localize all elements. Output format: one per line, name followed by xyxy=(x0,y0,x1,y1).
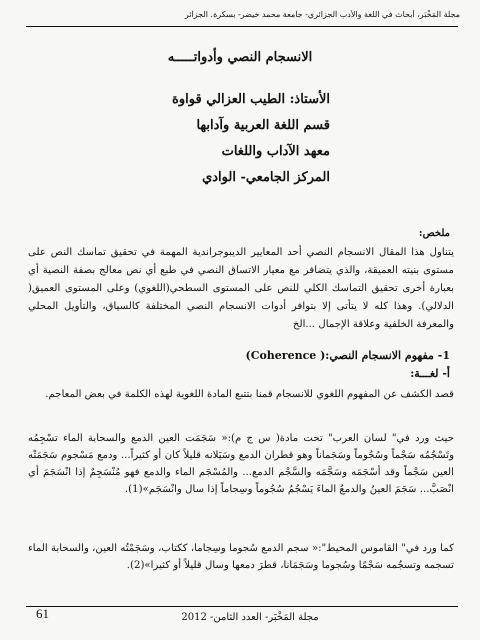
author-name: الأستاذ: الطيب العزالي قواوة xyxy=(172,92,330,107)
paragraph-3: كما ورد في" القاموس المحيط":« سجم الدمع سُجوما وسِجاما، ككتاب، وسَجَمْتُه العين، والسحابة الماء تسجمه وتسجُمه سَجْمًا وسُجوما وسَجَمَانا، قطرَ دمعها وسال قليلاً أو كثيرا»(2). xyxy=(28,543,454,571)
article-title: الانسجام النصي وأدواتـــــه xyxy=(167,50,313,65)
author-department: قسم اللغة العربية وآدابها xyxy=(196,118,330,133)
footer-journal: مجلة المَخْبَر- العدد الثامن- 2012 xyxy=(181,612,319,623)
paragraph-2: حيث ورد في" لسان العرب" تحت مادة( س ج م):« سَجَمَت العين الدمع والسحابة الماء تسْجِمُه وتَسْجُمُه سَجْماً وسُجُوماً وسَجَماناً وهو قطران الدمع وسَيَلانه قليلاً كان أو كثيراً... ودمع مَسْجوم سَجَمَتْه العين سَجْماً وقد أسْجَمَه وسَجَّمَه والسَّجْم الدمع... والمُسْجَم الماء والدمع فهو مُنْسَجِمٌ إذا انْسَجَمَ أي انْصَبَّ... سَجَمَ العينُ والدمعُ الماءَ يَسْجُمُ سُجُوماً وسِجاماً إذا سال وانْسَجَم»(1). xyxy=(28,433,454,495)
running-header: مجلة المَخْبَر، أبحاث في اللغة والأدب الجزائري- جامعة محمد خيضر- بسكرة. الجزائر xyxy=(184,10,460,19)
abstract-heading: ملخص: xyxy=(418,228,450,239)
page-number: 61 xyxy=(36,606,49,621)
subsection-heading: أ- لغـــة: xyxy=(410,367,450,380)
author-institute: معهد الآداب واللغات xyxy=(221,144,330,159)
abstract-text: يتناول هذا المقال الانسجام النصي أحد المعايير الديبوجراندية المهمة في تحقيق تماسك النص على مستوى بنيته العميقة، والذي يتضافر مع معيار الاتساق النصي في طبع أي نص معالج بصفة النصية أي بعبارة أخرى تحقيق التماسك الكلي للنص على المستوى السطحي(اللغوي) وعلى المستوى العميق( الدلالي). وهذا كله لا يتأتى إلا بتوافر أدوات الانسجام النصي المختلفة كالسياق، والتأويل المحلي والمعرفة الخلفية وعلاقة الإجمال ...الخ xyxy=(28,247,454,330)
paragraph-1: قصد الكشف عن المفهوم اللغوي للانسجام قمنا بتتبع المادة اللغوية لهذه الكلمة في بعض المعاجم. xyxy=(45,389,454,400)
footer-rule xyxy=(26,606,458,607)
section-heading: 1- مفهوم الانسجام النصي:( Coherence) xyxy=(245,349,450,362)
header-rule xyxy=(26,26,458,27)
author-center: المركز الجامعي- الوادي xyxy=(202,170,330,185)
